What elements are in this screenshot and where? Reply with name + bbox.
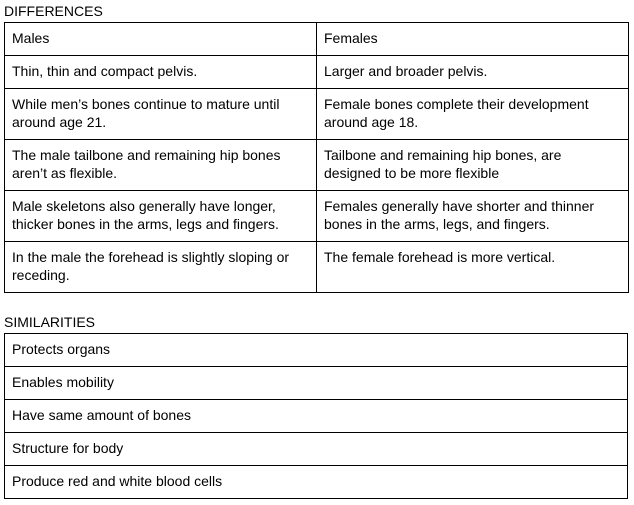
table-row bbox=[5, 400, 628, 433]
males-cell: While men’s bones continue to mature until around age 21. bbox=[5, 89, 317, 140]
similarity-cell: Protects organs bbox=[5, 334, 628, 367]
females-cell: The female forehead is more vertical. bbox=[317, 242, 629, 293]
males-cell: Male skeletons also generally have longer, thicker bones in the arms, legs and fingers. bbox=[5, 191, 317, 242]
males-cell: The male tailbone and remaining hip bones aren’t as flexible. bbox=[5, 140, 317, 191]
similarities-table bbox=[4, 333, 628, 499]
table-row bbox=[5, 242, 629, 293]
table-header-row bbox=[5, 23, 629, 56]
header-females: Females bbox=[317, 23, 629, 56]
females-cell: Larger and broader pelvis. bbox=[317, 56, 629, 89]
table-row bbox=[5, 56, 629, 89]
similarity-cell: Structure for body bbox=[5, 433, 628, 466]
males-cell: Thin, thin and compact pelvis. bbox=[5, 56, 317, 89]
similarity-cell: Produce red and white blood cells bbox=[5, 466, 628, 499]
differences-heading: DIFFERENCES bbox=[4, 3, 103, 19]
females-cell: Female bones complete their development around age 18. bbox=[317, 89, 629, 140]
similarity-cell: Enables mobility bbox=[5, 367, 628, 400]
table-row bbox=[5, 89, 629, 140]
similarity-cell: Have same amount of bones bbox=[5, 400, 628, 433]
table-row bbox=[5, 433, 628, 466]
females-cell: Females generally have shorter and thinner bones in the arms, legs, and fingers. bbox=[317, 191, 629, 242]
header-males: Males bbox=[5, 23, 317, 56]
table-row bbox=[5, 191, 629, 242]
table-row bbox=[5, 466, 628, 499]
differences-table bbox=[4, 22, 629, 293]
males-cell: In the male the forehead is slightly sloping or receding. bbox=[5, 242, 317, 293]
table-row bbox=[5, 140, 629, 191]
females-cell: Tailbone and remaining hip bones, are designed to be more flexible bbox=[317, 140, 629, 191]
similarities-heading: SIMILARITIES bbox=[4, 314, 96, 330]
table-row bbox=[5, 334, 628, 367]
table-row bbox=[5, 367, 628, 400]
